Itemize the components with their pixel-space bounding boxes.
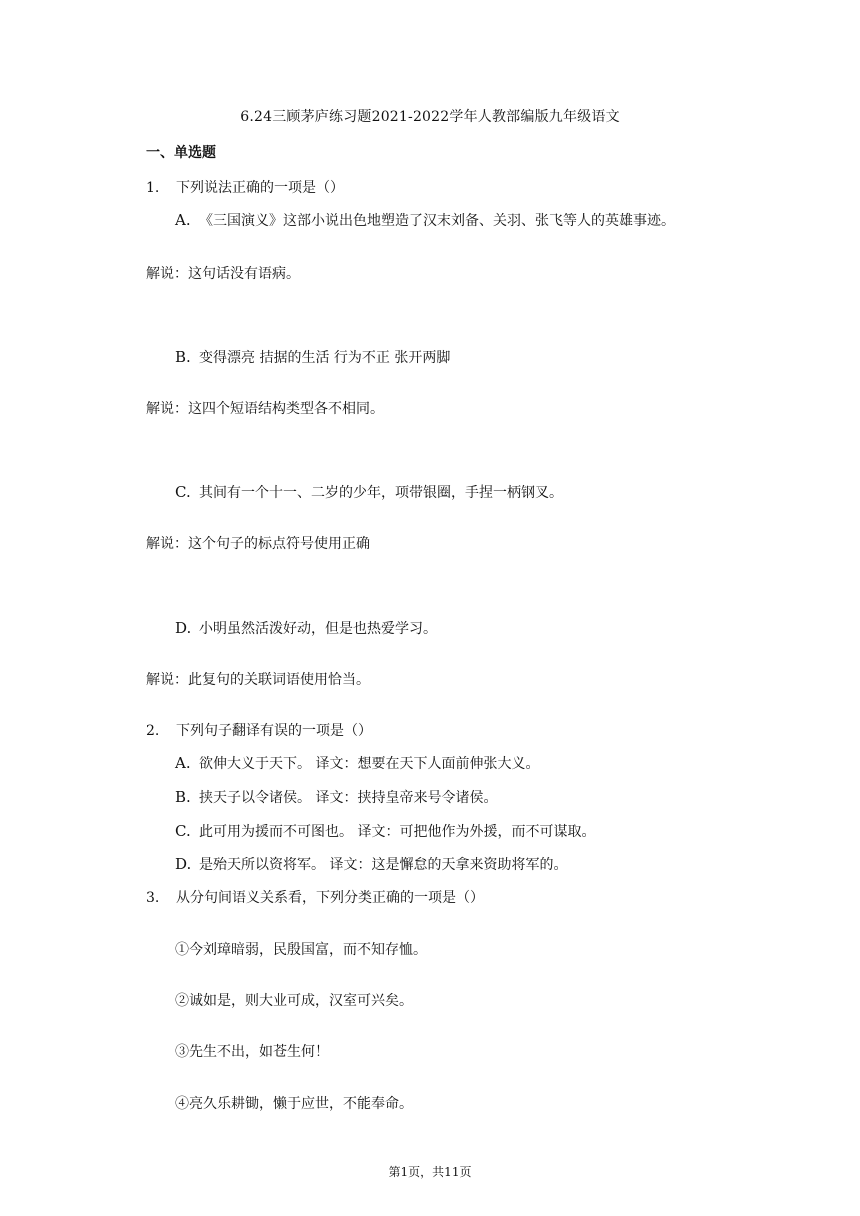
q1-option-a (175, 210, 675, 230)
option-letter: C. (175, 483, 191, 501)
question-number: 1. (146, 180, 160, 196)
option-text: 其间有一个十一、二岁的少年，项带银圈，手捏一柄钢叉。 (199, 485, 563, 501)
section-heading: 一、单选题 (146, 145, 216, 161)
q3-statement-2: ②诚如是，则大业可成，汉室可兴矣。 (175, 993, 413, 1009)
question-number: 3. (146, 890, 160, 906)
option-letter: B. (175, 348, 191, 366)
option-letter: A. (175, 211, 191, 229)
question-1 (146, 177, 344, 197)
q1-option-c-note: 解说：这个句子的标点符号使用正确 (146, 536, 370, 552)
option-text: 变得漂亮 拮据的生活 行为不正 张开两脚 (199, 350, 451, 366)
option-letter: A. (175, 754, 191, 772)
option-text: 此可用为援而不可图也。 译文：可把他作为外援，而不可谋取。 (199, 824, 596, 840)
q3-statement-1: ①今刘璋暗弱，民殷国富，而不知存恤。 (175, 942, 427, 958)
q1-option-d-note: 解说：此复句的关联词语使用恰当。 (146, 672, 370, 688)
question-text: 从分句间语义关系看，下列分类正确的一项是（） (176, 890, 484, 906)
option-letter: B. (175, 788, 191, 806)
question-number: 2. (146, 723, 160, 739)
document-title: 6.24三顾茅庐练习题2021-2022学年人教部编版九年级语文 (240, 109, 620, 125)
option-text: 小明虽然活泼好动，但是也热爱学习。 (199, 621, 437, 637)
question-3 (146, 887, 484, 907)
q2-option-d (175, 854, 567, 874)
q2-option-c (175, 821, 595, 841)
q3-statement-3: ③先生不出，如苍生何！ (175, 1044, 329, 1060)
q1-option-b (175, 347, 450, 367)
page-footer: 第1页，共11页 (388, 1165, 472, 1179)
option-text: 挟天子以令诸侯。 译文：挟持皇帝来号令诸侯。 (199, 790, 498, 806)
q2-option-a (175, 753, 539, 773)
option-text: 欲伸大义于天下。 译文：想要在天下人面前伸张大义。 (199, 756, 540, 772)
q1-option-b-note: 解说：这四个短语结构类型各不相同。 (146, 401, 384, 417)
q1-option-c (175, 482, 563, 502)
option-letter: D. (175, 855, 192, 873)
option-letter: C. (175, 822, 191, 840)
question-text: 下列说法正确的一项是（） (176, 180, 344, 196)
q1-option-d (175, 618, 437, 638)
q2-option-b (175, 787, 497, 807)
option-text: 《三国演义》这部小说出色地塑造了汉末刘备、关羽、张飞等人的英雄事迹。 (199, 213, 675, 229)
question-text: 下列句子翻译有误的一项是（） (176, 723, 372, 739)
option-letter: D. (175, 619, 192, 637)
q1-option-a-note: 解说：这句话没有语病。 (146, 266, 300, 282)
question-2 (146, 720, 372, 740)
q3-statement-4: ④亮久乐耕锄，懒于应世，不能奉命。 (175, 1096, 413, 1112)
option-text: 是殆天所以资将军。 译文：这是懈怠的天拿来资助将军的。 (199, 857, 568, 873)
